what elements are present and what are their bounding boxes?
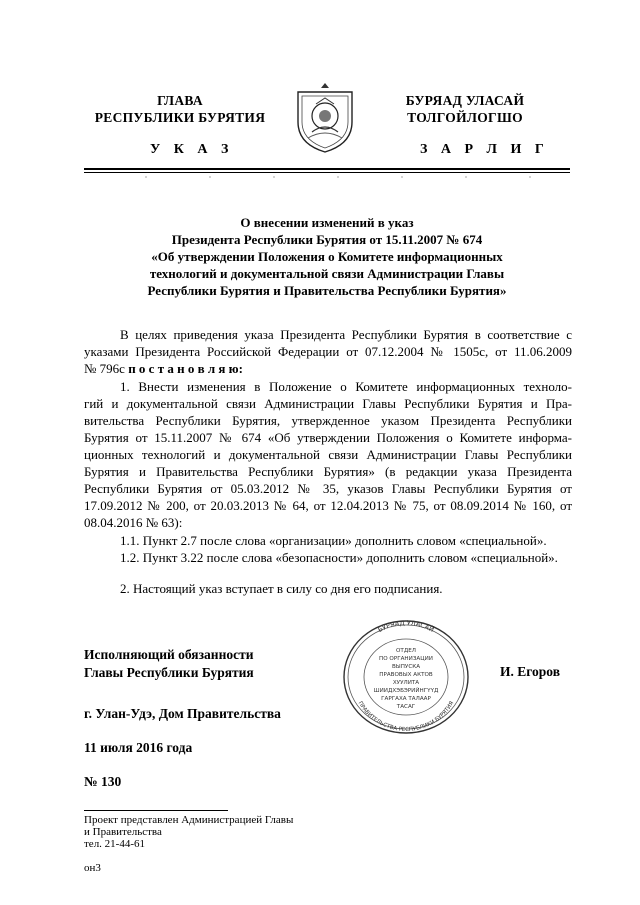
footnote [84, 814, 293, 850]
item-2-line: 2. Настоящий указ вступает в силу со дня его подписания. [120, 581, 443, 596]
seal-line: ХУУЛИТА [392, 680, 420, 686]
item-1-line: Республики Бурятия от 05.03.2012 № 35, указов Главы Республики Бурятия от [84, 481, 572, 496]
subitem-1-2: 1.2. Пункт 3.22 после слова «безопасности» дополнить словом «специальной». [120, 550, 558, 565]
signatory-position-line: Главы Республики Бурятия [84, 665, 254, 680]
seal-ring-top: БУРЯАД УЛАСАЙ [376, 618, 436, 634]
title-line: технологий и документальной связи Администрации Главы [149, 266, 505, 281]
official-seal-stamp [340, 618, 472, 736]
header-right-line-1: БУРЯАД УЛАСАЙ [405, 93, 525, 108]
item-1-line: Бурятия и Правительства Республики Бурятия» (в редакции указа Президента [84, 464, 572, 479]
header-right-line-2: ТОЛГОЙЛОГШО [407, 110, 523, 125]
seal-line: ПО ОРГАНИЗАЦИИ [379, 656, 433, 662]
header-left-line-2: РЕСПУБЛИКИ БУРЯТИЯ [94, 110, 266, 125]
header-divider-thin [84, 172, 570, 173]
preamble-line: В целях приведения указа Президента Республики Бурятия в соответствие с [120, 327, 572, 342]
doc-type-left: У К А З [150, 142, 234, 157]
seal-ring-bottom: ПРАВИТЕЛЬСТВА РЕСПУБЛИКИ БУРЯТИЯ [356, 700, 456, 734]
footnote-line: и Правительства [84, 826, 162, 838]
header-right [370, 92, 560, 126]
item-1-line: Бурятия от 15.11.2007 № 674 «Об утверждении Положения о Комитете информа- [84, 430, 572, 445]
seal-line: ШИИДХЭБЭРИЙНГҮҮД [373, 688, 439, 694]
title-line: «Об утверждении Положения о Комитете информационных [151, 249, 503, 264]
preamble-line-last [84, 360, 572, 377]
seal-line: ВЫПУСКА [391, 664, 421, 670]
seal-line: ТАСАГ [396, 704, 416, 710]
title-line: О внесении изменений в указ [240, 215, 414, 230]
seal-line: ПРАВОВЫХ АКТОВ [379, 672, 433, 678]
footnote-divider [84, 810, 228, 811]
item-1-line: ционных технологий и документальной связи Администрации Главы Республики [84, 447, 572, 462]
footnote-line: Проект представлен Администрацией Главы [84, 814, 294, 826]
signatory-position-line: Исполняющий обязанности [84, 647, 254, 662]
place-of-signing: г. Улан-Удэ, Дом Правительства [84, 706, 281, 721]
signatory-name: И. Егоров [500, 664, 561, 679]
item-1-line: 1. Внести изменения в Положение о Комитете информационных техноло- [120, 379, 572, 394]
doc-type-right: З А Р Л И Г [420, 142, 549, 157]
title-line: Президента Республики Бурятия от 15.11.2007 № 674 [171, 232, 483, 247]
header-left-line-1: ГЛАВА [157, 93, 203, 108]
seal-line: ГАРГАХА ТАЛААР [381, 696, 431, 702]
seal-line: ОТДЕЛ [396, 648, 416, 654]
footnote-line: тел. 21-44-61 [84, 838, 146, 850]
svg-text:БУРЯАД УЛАСАЙ [377, 619, 436, 634]
header-dotted-line [84, 176, 570, 178]
item-2-paragraph [84, 580, 572, 597]
preamble-paragraph [84, 326, 572, 377]
title-line: Республики Бурятия и Правительства Республики Бурятия» [147, 283, 507, 298]
header-left [80, 92, 280, 126]
coat-of-arms-emblem [290, 82, 360, 154]
item-1-line: гий и документальной связи Администрации Главы Республики Бурятия и Пра- [84, 396, 572, 411]
document-code: он3 [84, 862, 101, 874]
signing-date: 11 июля 2016 года [84, 740, 193, 755]
header-divider-thick [84, 168, 570, 170]
preamble-number: № 796с [84, 361, 129, 376]
document-title [92, 214, 562, 299]
item-1-line: 17.09.2012 № 200, от 20.03.2013 № 64, от 12.04.2013 № 75, от 08.09.2014 № 160, от [84, 498, 572, 513]
item-1-line: вительства Республики Бурятия, утвержденное указом Президента Республики [84, 413, 572, 428]
preamble-line: указами Президента Российской Федерации от 07.12.2004 № 1505с, от 11.06.2009 [84, 344, 572, 359]
subitems [84, 532, 572, 566]
decree-number: № 130 [84, 774, 122, 789]
decree-word: п о с т а н о в л я ю: [128, 361, 243, 376]
subitem-1-1: 1.1. Пункт 2.7 после слова «организации» дополнить словом «специальной». [120, 533, 547, 548]
signatory-position [84, 646, 254, 682]
item-1-line: 08.04.2016 № 63): [84, 515, 183, 530]
item-1-paragraph [84, 378, 572, 531]
